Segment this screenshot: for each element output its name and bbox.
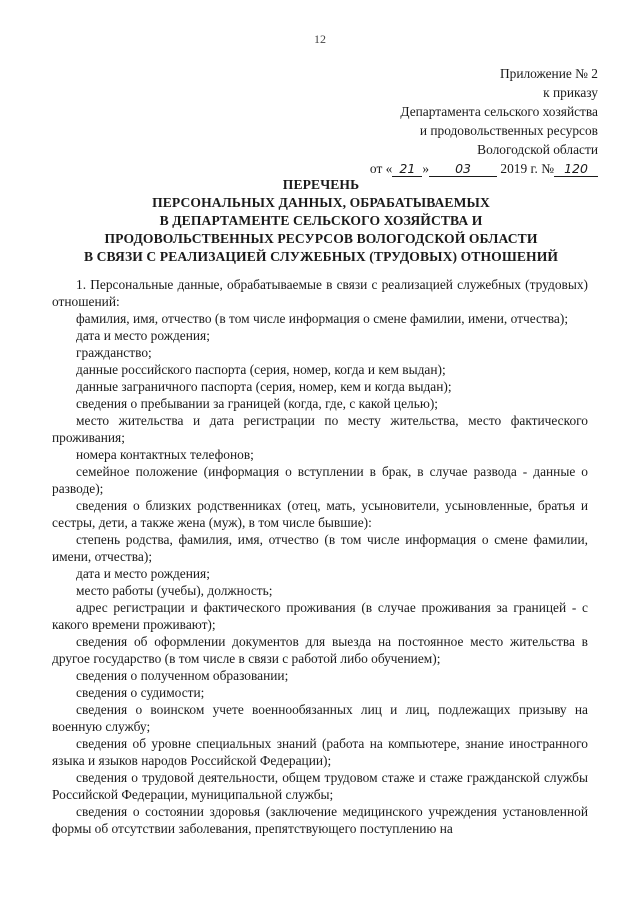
list-item: дата и место рождения;	[76, 328, 210, 343]
list-item: сведения о полученном образовании;	[76, 668, 289, 683]
list-item: номера контактных телефонов;	[76, 447, 254, 462]
list-item: место работы (учебы), должность;	[76, 583, 273, 598]
list-item: сведения об оформлении документов для выезда на постоянное место жительства в другое государство (в том числе в связи с работой либо обучением);	[52, 634, 588, 666]
list-item: сведения о воинском учете военнообязанных лиц и лиц, подлежащих призыву на военную службу;	[52, 702, 588, 734]
order-number-handwritten: 120	[554, 162, 598, 177]
date-quote-close: »	[422, 161, 430, 176]
appendix-header	[298, 64, 598, 178]
appendix-number: Приложение № 2	[499, 66, 598, 81]
list-item: сведения о судимости;	[76, 685, 205, 700]
list-item: дата и место рождения;	[76, 566, 210, 581]
list-item: данные российского паспорта (серия, номер, когда и кем выдан);	[76, 362, 446, 377]
list-item: гражданство;	[76, 345, 152, 360]
list-item: сведения о трудовой деятельности, общем трудовом стаже и стаже гражданской службы Российской Федерации, муниципальной службы;	[52, 770, 588, 802]
list-item: семейное положение (информация о вступлении в брак, в случае развода - данные о разводе);	[52, 464, 588, 496]
title-line-1: ПЕРЕЧЕНЬ	[282, 177, 360, 192]
list-item: 1. Персональные данные, обрабатываемые в связи с реализацией служебных (трудовых) отношений:	[52, 277, 588, 309]
document-body	[52, 276, 588, 837]
page-number: 12	[314, 32, 326, 46]
list-item: степень родства, фамилия, имя, отчество (в том числе информация о смене фамилии, имени, отчества);	[52, 532, 588, 564]
document-title	[40, 176, 602, 266]
list-item: фамилия, имя, отчество (в том числе информация о смене фамилии, имени, отчества);	[76, 311, 569, 326]
date-prefix: от «	[369, 161, 393, 176]
list-item: данные заграничного паспорта (серия, номер, кем и когда выдан);	[76, 379, 452, 394]
title-line-3: В ДЕПАРТАМЕНТЕ СЕЛЬСКОГО ХОЗЯЙСТВА И	[159, 213, 483, 228]
list-item: место жительства и дата регистрации по месту жительства, место фактического проживания;	[52, 413, 588, 445]
list-item: сведения о состоянии здоровья (заключение медицинского учреждения установленной формы об отсутствии заболевания, препятствующего поступлению на	[52, 804, 588, 836]
title-line-4: ПРОДОВОЛЬСТВЕННЫХ РЕСУРСОВ ВОЛОГОДСКОЙ ОБЛАСТИ	[104, 231, 538, 246]
list-item: сведения о пребывании за границей (когда, где, с какой целью);	[76, 396, 438, 411]
list-item: адрес регистрации и фактического проживания (в случае проживания за границей - с какого времени проживают);	[52, 600, 588, 632]
appendix-order-ref: к приказу	[543, 85, 598, 100]
date-month-handwritten: 03	[429, 162, 497, 177]
appendix-department-line2: и продовольственных ресурсов	[419, 123, 598, 138]
date-year: 2019 г. №	[500, 161, 554, 176]
title-line-2: ПЕРСОНАЛЬНЫХ ДАННЫХ, ОБРАБАТЫВАЕМЫХ	[152, 195, 490, 210]
list-item: сведения о близких родственниках (отец, мать, усыновители, усыновленные, братья и сестры, дети, а также жена (муж), в том числе бывшие):	[52, 498, 588, 530]
list-item: сведения об уровне специальных знаний (работа на компьютере, знание иностранного языка и языков народов Российской Федерации);	[52, 736, 588, 768]
appendix-department-line1: Департамента сельского хозяйства	[400, 104, 598, 119]
title-line-5: В СВЯЗИ С РЕАЛИЗАЦИЕЙ СЛУЖЕБНЫХ (ТРУДОВЫХ) ОТНОШЕНИЙ	[83, 249, 559, 264]
appendix-region: Вологодской области	[477, 142, 598, 157]
date-day-handwritten: 21	[392, 162, 422, 177]
